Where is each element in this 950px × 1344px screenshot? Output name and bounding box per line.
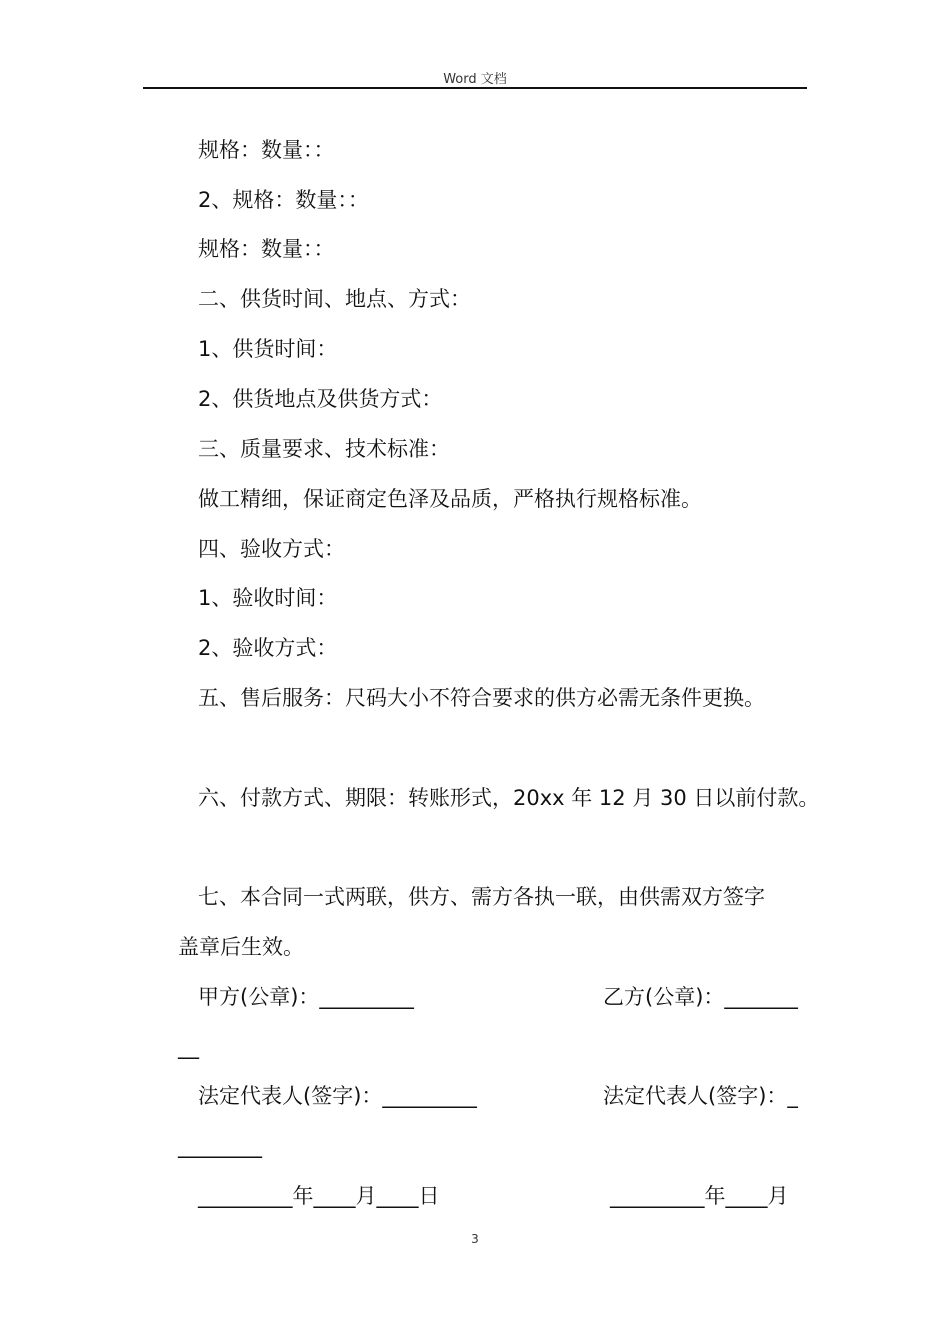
section-heading-after-sales: 五、售后服务：尺码大小不符合要求的供方必需无条件更换。 (198, 686, 765, 710)
body-line: 规格：数量：： (198, 138, 335, 162)
party-b-seal-field: 乙方(公章)：_______ (603, 985, 798, 1009)
party-b-representative-field: 法定代表人(签字)：_ (603, 1084, 798, 1108)
header-divider (143, 87, 807, 89)
section-heading-supply: 二、供货时间、地点、方式： (198, 287, 471, 311)
page-header-title: Word 文档 (443, 72, 507, 87)
body-line: 2、规格：数量：： (198, 188, 369, 212)
body-line: 1、供货时间： (198, 337, 338, 361)
section-heading-payment: 六、付款方式、期限：转账形式，20xx 年 12 月 30 日以前付款。 (198, 786, 820, 810)
party-a-seal-field: 甲方(公章)：_________ (198, 985, 414, 1009)
party-b-representative-field-continued: ________ (178, 1134, 262, 1158)
body-line: 做工精细，保证商定色泽及品质，严格执行规格标准。 (198, 487, 702, 511)
party-a-representative-field: 法定代表人(签字)：_________ (198, 1084, 477, 1108)
page-number: 3 (471, 1232, 479, 1246)
body-line: 盖章后生效。 (178, 935, 304, 959)
body-line: 2、验收方式： (198, 636, 338, 660)
party-a-date-field: _________年____月____日 (198, 1184, 440, 1208)
section-heading-copies: 七、本合同一式两联，供方、需方各执一联，由供需双方签字 (198, 885, 765, 909)
body-line: 规格：数量：： (198, 237, 335, 261)
party-b-date-field: _________年____月 (610, 1184, 789, 1208)
section-heading-quality: 三、质量要求、技术标准： (198, 437, 450, 461)
party-b-seal-field-continued: __ (178, 1035, 199, 1059)
body-line: 1、验收时间： (198, 586, 338, 610)
section-heading-acceptance: 四、验收方式： (198, 537, 345, 561)
body-line: 2、供货地点及供货方式： (198, 387, 443, 411)
